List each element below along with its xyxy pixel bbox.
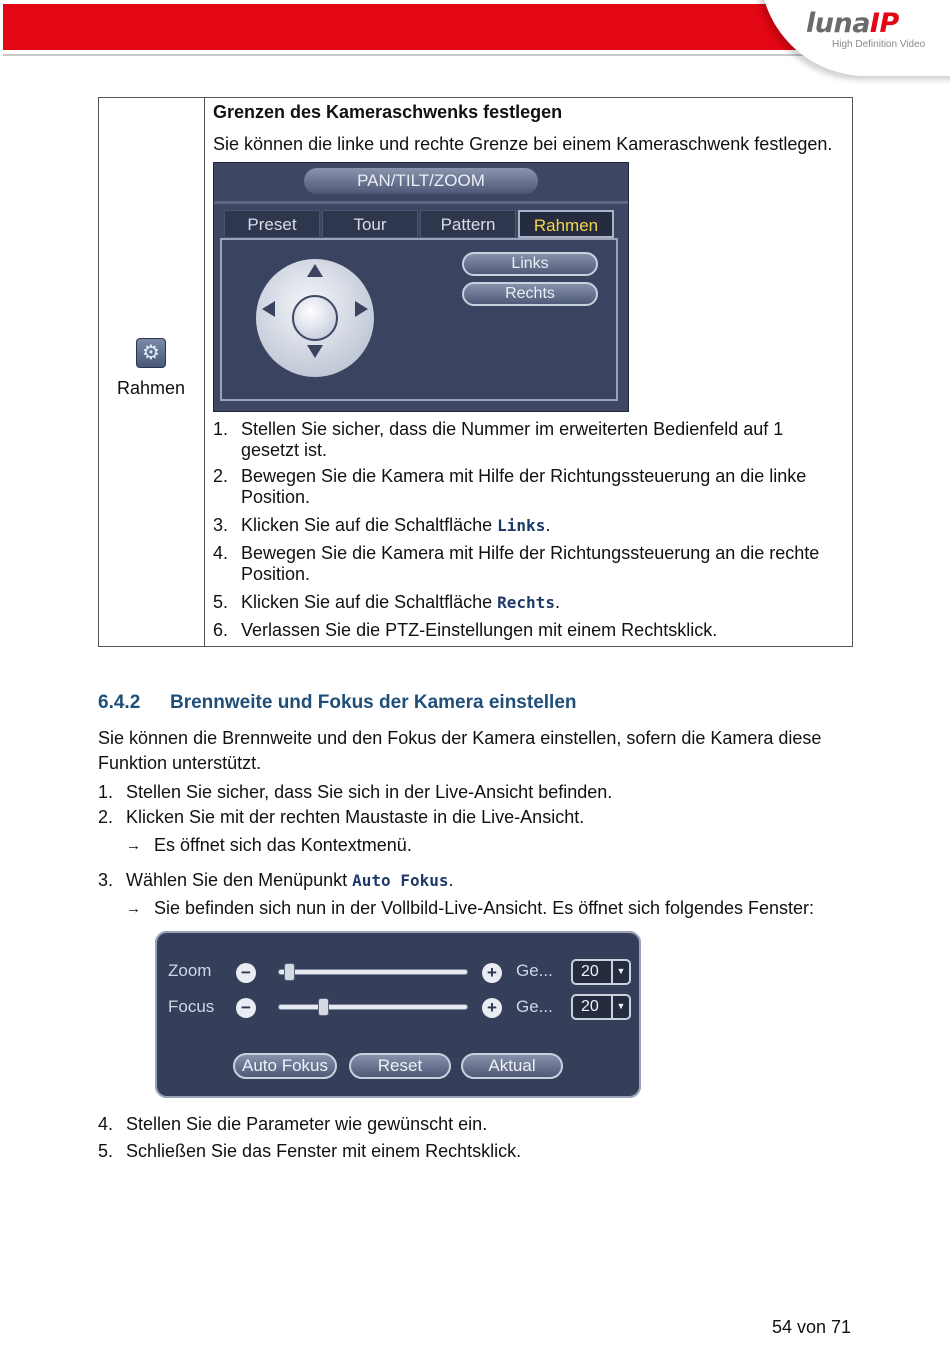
- header-red-bar: [3, 4, 843, 50]
- focus-label: Focus: [168, 997, 215, 1016]
- focus-slider[interactable]: [278, 1004, 468, 1010]
- brand-tagline: High Definition Video: [832, 39, 926, 50]
- arrow-left-icon[interactable]: [262, 301, 275, 317]
- ptz-separator: [214, 201, 628, 204]
- arrow-right-icon[interactable]: [355, 301, 368, 317]
- focus-plus-icon[interactable]: +: [482, 998, 502, 1018]
- arrow-down-icon[interactable]: [307, 345, 323, 358]
- tab-tour[interactable]: Tour: [322, 210, 418, 238]
- table-column-divider: [204, 97, 205, 647]
- zoom-speed-label: Ge...: [516, 961, 553, 980]
- aktual-button[interactable]: Aktual: [461, 1053, 563, 1079]
- brand-logo: lunaIP: [806, 8, 899, 39]
- tab-preset[interactable]: Preset: [224, 210, 320, 238]
- zoom-label: Zoom: [168, 961, 212, 980]
- code-rechts: Rechts: [497, 593, 555, 612]
- focus-speed-select[interactable]: 20 ▼: [571, 994, 631, 1020]
- ptz-panel: [213, 162, 629, 412]
- focus-slider-handle[interactable]: [318, 998, 329, 1016]
- code-auto-fokus: Auto Fokus: [352, 871, 449, 890]
- page-number: 54 von 71: [772, 1317, 852, 1337]
- chevron-down-icon: ▼: [611, 961, 629, 983]
- auto-fokus-button[interactable]: Auto Fokus: [233, 1053, 337, 1079]
- focus-minus-icon[interactable]: −: [236, 998, 256, 1018]
- zoom-speed-select[interactable]: 20 ▼: [571, 959, 631, 985]
- zoom-minus-icon[interactable]: −: [236, 963, 256, 983]
- table-row-label: Rahmen: [116, 378, 186, 398]
- table-intro: Sie können die linke und rechte Grenze bei einem Kameraschwenk festlegen.: [213, 134, 833, 154]
- rechts-button[interactable]: Rechts: [462, 282, 598, 306]
- direction-pad-center[interactable]: [292, 295, 338, 341]
- tab-rahmen[interactable]: Rahmen: [518, 210, 614, 238]
- ptz-title: PAN/TILT/ZOOM: [304, 168, 538, 194]
- reset-button[interactable]: Reset: [349, 1053, 451, 1079]
- section-title: Brennweite und Fokus der Kamera einstellen: [170, 692, 577, 713]
- table-heading: Grenzen des Kameraschwenks festlegen: [213, 102, 563, 122]
- focus-speed-label: Ge...: [516, 997, 553, 1016]
- chevron-down-icon: ▼: [611, 996, 629, 1018]
- section-intro-line2: Funktion unterstützt.: [98, 753, 262, 773]
- zoom-slider-handle[interactable]: [284, 963, 295, 981]
- links-button[interactable]: Links: [462, 252, 598, 276]
- arrow-up-icon[interactable]: [307, 264, 323, 277]
- arrow-right-icon: →: [126, 837, 141, 854]
- gear-icon: ⚙: [136, 338, 166, 368]
- zoom-slider[interactable]: [278, 969, 468, 975]
- section-number: 6.4.2: [98, 692, 141, 713]
- code-links: Links: [497, 516, 546, 535]
- section-intro-line1: Sie können die Brennweite und den Fokus der Kamera einstellen, sofern die Kamera diese: [98, 728, 822, 748]
- zoom-plus-icon[interactable]: +: [482, 963, 502, 983]
- tab-pattern[interactable]: Pattern: [420, 210, 516, 238]
- arrow-right-icon: →: [126, 900, 141, 917]
